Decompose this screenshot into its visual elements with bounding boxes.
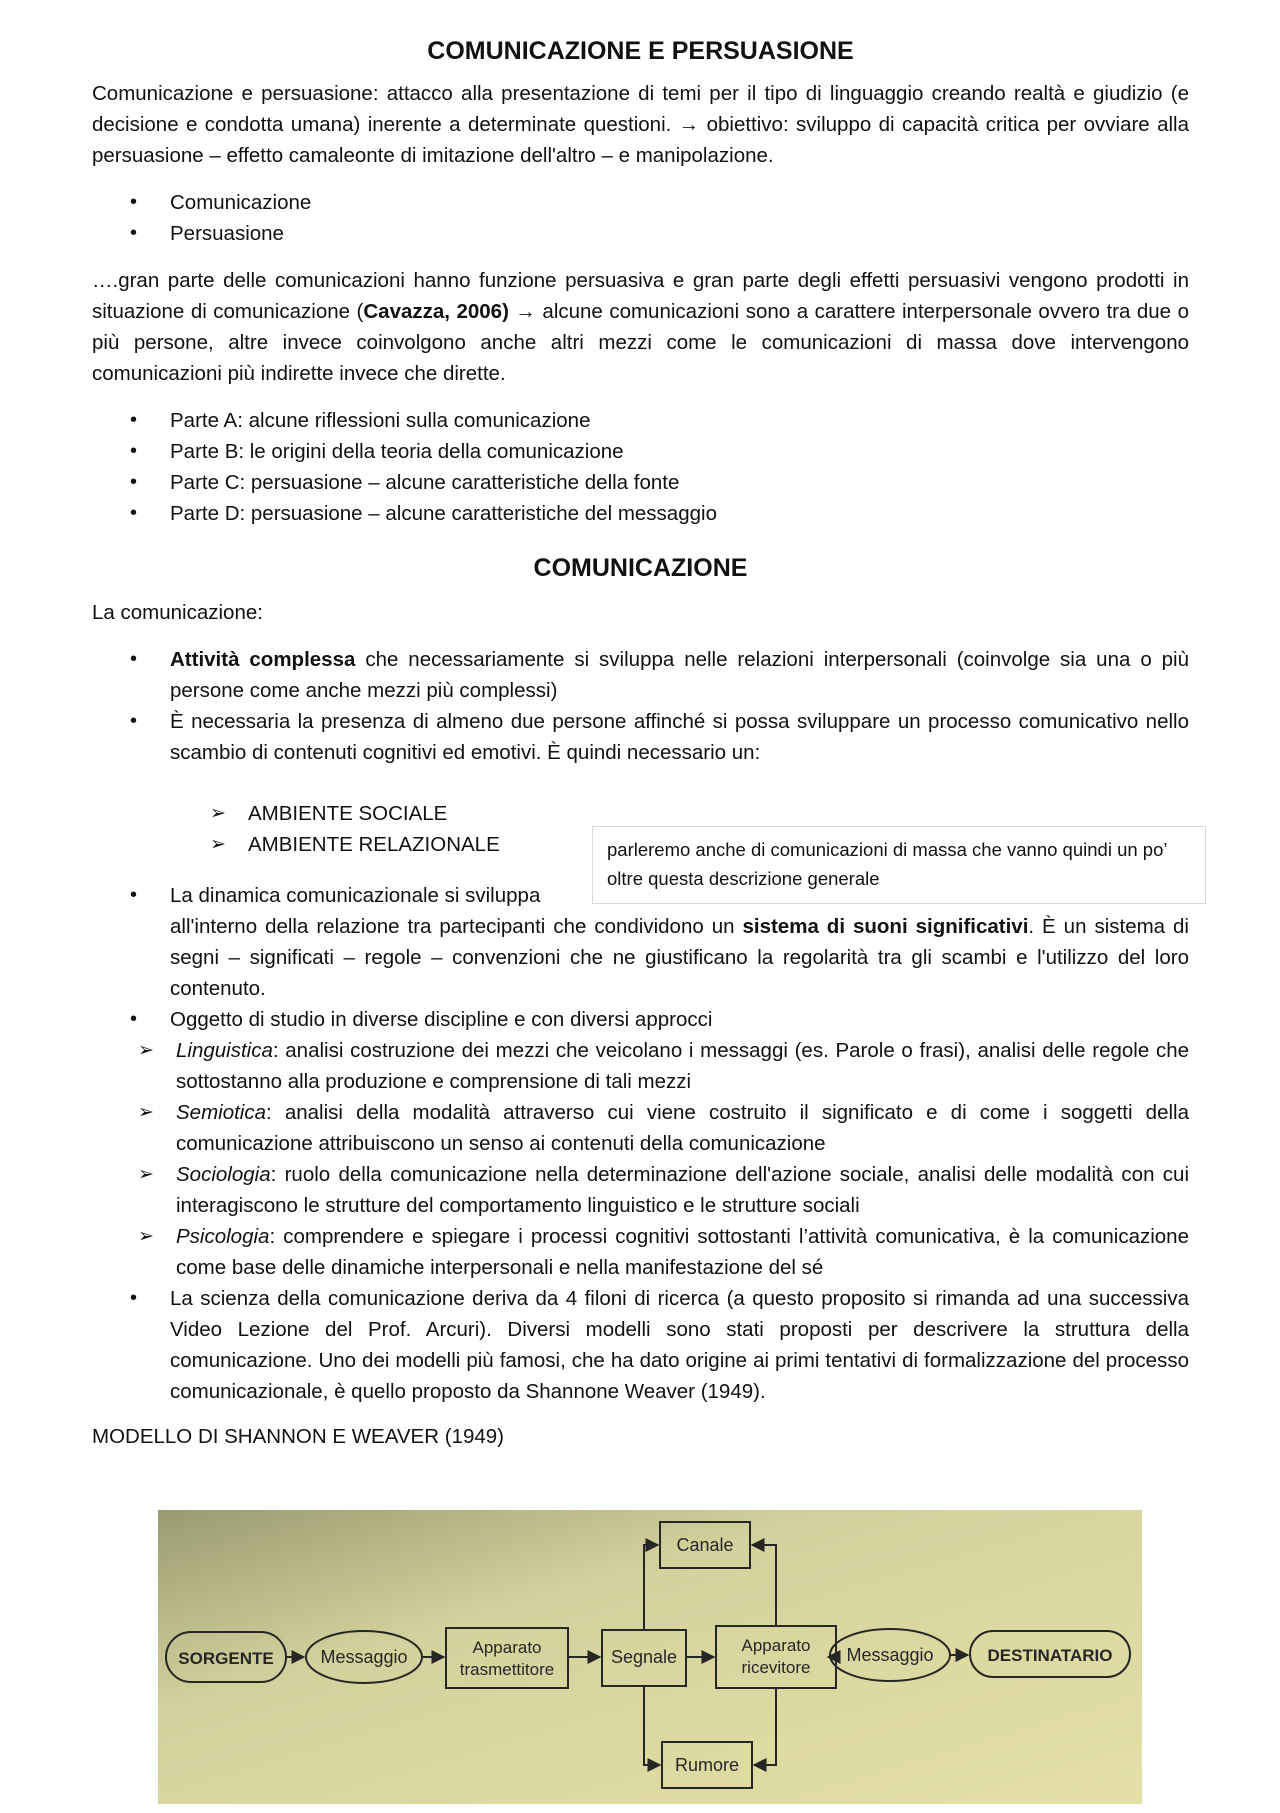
list-item: • Parte D: persuasione – alcune caratteristiche del messaggio (92, 498, 1189, 529)
list-item: • Persuasione (92, 218, 1189, 249)
segnale-label: Segnale (610, 1647, 678, 1667)
figure-caption: MODELLO DI SHANNON E WEAVER (1949) (92, 1425, 504, 1448)
disciplines-list (92, 1035, 1189, 1283)
cavazza-paragraph: ….gran parte delle comunicazioni hanno funzione persuasiva e gran parte degli effetti persuasivi vengono prodotti in situazione di comunicazione (Cavazza, 2006) → alcune comunicazioni sono a carattere interpersonale ovvero tra due o più persone, altre invece coinvolgono anche altri mezzi come le comunicazioni di massa dove intervengono comunicazioni più indirette invece che dirette. (92, 269, 1189, 385)
list-item: ➢ AMBIENTE RELAZIONALE (92, 829, 1189, 860)
sorgente-label: SORGENTE (178, 1649, 274, 1668)
page-title: COMUNICAZIONE E PERSUASIONE (427, 37, 854, 65)
messaggio-label: Messaggio (846, 1645, 934, 1665)
arrow-bullet-icon: ➢ (138, 1164, 154, 1185)
arrow-icon: → (678, 113, 700, 136)
topic-list (92, 187, 1189, 249)
trasmettitore-label: trasmettitore (459, 1660, 555, 1679)
side-note: parleremo anche di comunicazioni di massa che vanno quindi un po’ oltre questa descrizione generale (592, 826, 1206, 904)
document-body (92, 30, 1189, 1452)
list-item: • Parte A: alcune riflessioni sulla comunicazione (92, 405, 1189, 436)
parts-list (92, 405, 1189, 529)
rumore-label: Rumore (674, 1755, 740, 1775)
list-item: ➢ AMBIENTE SOCIALE (92, 798, 1189, 829)
list-item: • La scienza della comunicazione deriva da 4 filoni di ricerca (a questo proposito si rimanda ad una successiva Video Lezione del Prof. Arcuri). Diversi modelli sono stati proposti per descrivere la struttura della comunicazione. Uno dei modelli più famosi, che ha dato origine ai primi tentativi di formalizzazione del processo comunicazionale, è quello proposto da Shannone Weaver (1949). (92, 1283, 1189, 1407)
comunicazione-list (92, 644, 1189, 768)
list-item: ➢ Sociologia: ruolo della comunicazione nella determinazione dell'azione sociale, analisi delle modalità con cui interagiscono le strutture del comportamento linguistico e le strutture sociali (92, 1159, 1189, 1221)
list-item: • Attività complessa che necessariamente si sviluppa nelle relazioni interpersonali (coinvolge sia una o più persone come anche mezzi più complessi) (92, 644, 1189, 706)
list-item: • Oggetto di studio in diverse discipline e con diversi approcci (92, 1004, 1189, 1035)
trasmettitore-label: Apparato (472, 1638, 542, 1657)
list-item: • È necessaria la presenza di almeno due persone affinché si possa sviluppare un processo comunicativo nello scambio di contenuti cognitivi ed emotivi. È quindi necessario un: (92, 706, 1189, 768)
ricevitore-label: Apparato (741, 1636, 811, 1655)
list-item: ➢ Semiotica: analisi della modalità attraverso cui viene costruito il significato e di come i soggetti della comunicazione attribuiscono un senso ai contenuti della comunicazione (92, 1097, 1189, 1159)
intro-label: La comunicazione: (92, 601, 263, 624)
scienza-list (92, 1283, 1189, 1407)
list-item: • Parte C: persuasione – alcune caratteristiche della fonte (92, 467, 1189, 498)
list-item: ➢ Linguistica: analisi costruzione dei mezzi che veicolano i messaggi (es. Parole o frasi), analisi delle regole che sottostanno alla produzione e comprensione di tali mezzi (92, 1035, 1189, 1097)
intro-paragraph: Comunicazione e persuasione: attacco alla presentazione di temi per il tipo di linguaggio creando realtà e giudizio (e decisione e condotta umana) inerente a determinate questioni. → obiettivo: sviluppo di capacità critica per ovviare alla persuasione – effetto camaleonte di imitazione dell'altro – e manipolazione. (92, 82, 1189, 167)
list-item: • La dinamica comunicazionale si sviluppa all'interno della relazione tra partecipanti che condividono un sistema di suoni significativi. È un sistema di segni – significati – regole – convenzioni che ne giustificano la regolarità tra gli scambi e l'utilizzo del loro contenuto. (92, 880, 1189, 1004)
destinatario-label: DESTINATARIO (987, 1646, 1113, 1665)
arrow-bullet-icon: ➢ (138, 1040, 154, 1061)
list-item: • Parte B: le origini della teoria della comunicazione (92, 436, 1189, 467)
arrow-bullet-icon: ➢ (138, 1102, 154, 1123)
messaggio-label: Messaggio (320, 1647, 408, 1667)
shannon-weaver-diagram (158, 1510, 1142, 1804)
citation: Cavazza, 2006) (363, 300, 509, 323)
arrow-icon: → (508, 300, 543, 323)
list-item: ➢ Psicologia: comprendere e spiegare i processi cognitivi sottostanti l’attività comunicativa, è la comunicazione come base delle dinamiche interpersonali e nella manifestazione del sé (92, 1221, 1189, 1283)
ricevitore-label: ricevitore (741, 1658, 811, 1677)
canale-label: Canale (676, 1535, 734, 1555)
arrow-bullet-icon: ➢ (138, 1226, 154, 1247)
section-title: COMUNICAZIONE (533, 554, 748, 582)
diagram-svg (158, 1510, 1142, 1804)
list-item: • Comunicazione (92, 187, 1189, 218)
